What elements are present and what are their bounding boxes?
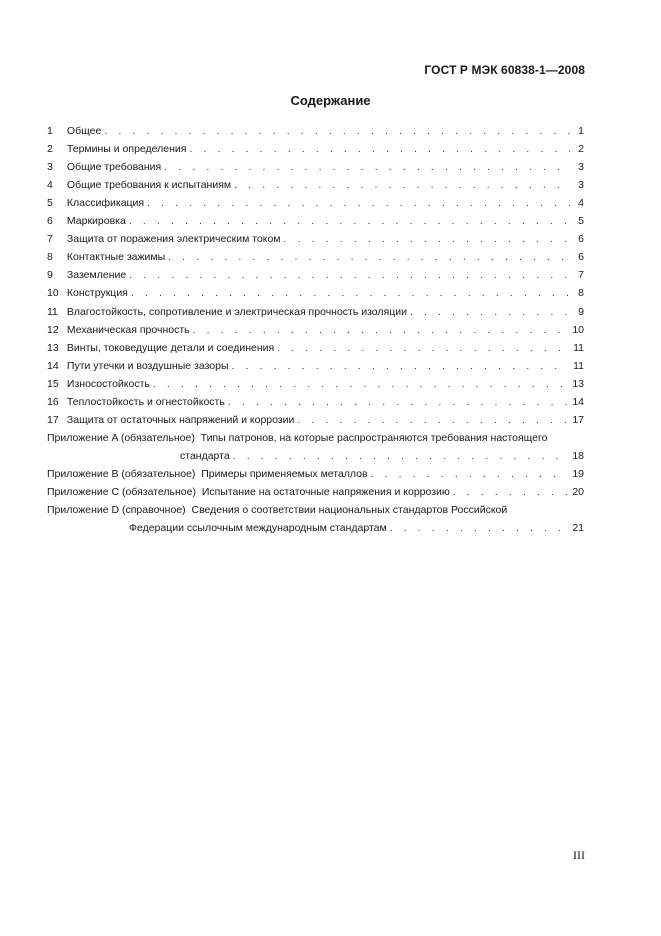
toc-entry-number: 11 xyxy=(47,305,58,318)
toc-entry[interactable] xyxy=(47,264,584,282)
toc-entry[interactable] xyxy=(47,355,584,373)
leader-dots xyxy=(104,125,570,138)
toc-entry[interactable] xyxy=(47,300,584,318)
appendix-entry-b[interactable] xyxy=(47,463,584,481)
toc-entry-page: 13 xyxy=(572,377,584,390)
appendix-entry-c[interactable] xyxy=(47,481,584,499)
toc-entry-page: 9 xyxy=(578,305,584,318)
toc-entry-page: 3 xyxy=(578,161,584,174)
toc-entry-label: Заземление xyxy=(66,269,127,282)
toc-entry-page: 20 xyxy=(572,485,584,498)
toc-entry-page: 6 xyxy=(578,251,584,264)
appendix-entry-d-continued[interactable] xyxy=(47,517,584,535)
toc-entry-number: 5 xyxy=(47,197,53,210)
toc-entry-number: 13 xyxy=(47,341,59,354)
toc-entry-number: 12 xyxy=(47,323,59,336)
toc-entry-label: Пути утечки и воздушные зазоры xyxy=(66,359,229,372)
toc-entry[interactable] xyxy=(47,337,584,355)
leader-dots xyxy=(131,287,570,300)
appendix-entry-a[interactable] xyxy=(47,427,584,445)
leader-dots xyxy=(232,360,570,373)
toc-entry-number: 6 xyxy=(47,215,53,228)
leader-dots xyxy=(164,161,570,174)
leader-dots xyxy=(297,414,568,427)
toc-entry-page: 6 xyxy=(578,233,584,246)
toc-entry-number: 9 xyxy=(47,269,53,282)
appendix-prefix: Приложение C (обязательное) xyxy=(47,485,196,498)
toc-entry-number: 14 xyxy=(47,359,59,372)
toc-entry-label: Конструкция xyxy=(66,287,128,300)
toc-entry[interactable] xyxy=(47,210,584,228)
toc-entry-page: 4 xyxy=(578,197,584,210)
toc-entry-page: 10 xyxy=(572,323,584,336)
leader-dots xyxy=(193,324,569,337)
leader-dots xyxy=(453,486,569,499)
appendix-title-line: Сведения о соответствии национальных стандартов Российской xyxy=(191,504,508,517)
toc-entry-page: 11 xyxy=(573,341,584,354)
appendix-title-line: Примеры применяемых металлов xyxy=(201,467,368,480)
toc-entry-label: Маркировка xyxy=(66,215,126,228)
leader-dots xyxy=(410,306,570,319)
toc-title: Содержание xyxy=(290,93,371,108)
toc-entry[interactable] xyxy=(47,391,584,409)
leader-dots xyxy=(168,251,570,264)
leader-dots xyxy=(147,197,570,210)
toc-entry-page: 21 xyxy=(572,522,584,535)
toc-entry-label: Механическая прочность xyxy=(66,323,190,336)
toc-entry-number: 15 xyxy=(47,377,59,390)
leader-dots xyxy=(277,342,569,355)
toc-entry-page: 11 xyxy=(573,359,584,372)
page-number: III xyxy=(573,848,585,862)
leader-dots xyxy=(233,450,569,463)
toc-entry-page: 18 xyxy=(572,449,584,462)
toc-entry-page: 8 xyxy=(578,287,584,300)
toc-entry-page: 14 xyxy=(572,395,584,408)
appendix-entry-d[interactable] xyxy=(47,499,584,517)
toc-entry-number: 2 xyxy=(47,143,53,156)
toc-entry-number: 1 xyxy=(47,125,53,138)
toc-entry-label: Защита от остаточных напряжений и коррозии xyxy=(66,413,295,426)
toc-entry-label: Защита от поражения электрическим током xyxy=(66,233,281,246)
toc-entry-number: 4 xyxy=(47,179,53,192)
leader-dots xyxy=(234,179,570,192)
toc-entry-page: 19 xyxy=(572,467,584,480)
appendix-title-line: Испытание на остаточные напряжения и коррозию xyxy=(201,485,450,498)
leader-dots xyxy=(129,269,570,282)
toc-entry-page: 2 xyxy=(578,143,584,156)
table-of-contents xyxy=(47,120,584,535)
toc-entry-page: 17 xyxy=(572,413,584,426)
appendix-title-line: стандарта xyxy=(180,449,230,462)
toc-entry-page: 5 xyxy=(578,215,584,228)
toc-entry[interactable] xyxy=(47,373,584,391)
toc-entry[interactable] xyxy=(47,319,584,337)
leader-dots xyxy=(284,233,570,246)
appendix-entry-a-continued[interactable] xyxy=(47,445,584,463)
appendix-prefix: Приложение D (справочное) xyxy=(47,504,186,517)
toc-entry-page: 1 xyxy=(578,125,584,138)
toc-entry[interactable] xyxy=(47,282,584,300)
toc-entry[interactable] xyxy=(47,228,584,246)
toc-entry-label: Влагостойкость, сопротивление и электрическая прочность изоляции xyxy=(66,305,407,318)
toc-entry-page: 7 xyxy=(578,269,584,282)
toc-entry[interactable] xyxy=(47,409,584,427)
appendix-prefix: Приложение B (обязательное) xyxy=(47,467,196,480)
toc-entry-number: 16 xyxy=(47,395,59,408)
leader-dots xyxy=(390,522,569,535)
toc-entry-label: Теплостойкость и огнестойкость xyxy=(66,395,225,408)
toc-entry[interactable] xyxy=(47,156,584,174)
toc-entry-label: Термины и определения xyxy=(66,143,187,156)
leader-dots xyxy=(189,143,570,156)
leader-dots xyxy=(371,468,569,481)
toc-entry-page: 3 xyxy=(578,179,584,192)
toc-entry-number: 3 xyxy=(47,161,53,174)
leader-dots xyxy=(153,378,568,391)
document-header: ГОСТ Р МЭК 60838-1—2008 xyxy=(424,63,585,77)
toc-entry-label: Классификация xyxy=(66,197,145,210)
toc-entry-number: 10 xyxy=(47,287,59,300)
appendix-title-line: Типы патронов, на которые распространяются требования настоящего xyxy=(200,431,548,444)
toc-entry[interactable] xyxy=(47,192,584,210)
toc-entry-number: 7 xyxy=(47,233,53,246)
toc-entry[interactable] xyxy=(47,174,584,192)
toc-entry[interactable] xyxy=(47,138,584,156)
leader-dots xyxy=(228,396,568,409)
toc-entry-number: 17 xyxy=(47,413,59,426)
toc-entry-label: Винты, токоведущие детали и соединения xyxy=(66,341,275,354)
leader-dots xyxy=(129,215,570,228)
appendix-prefix: Приложение A (обязательное) xyxy=(47,431,195,444)
toc-entry-label: Общие требования к испытаниям xyxy=(66,179,232,192)
toc-entry-label: Общие требования xyxy=(66,161,162,174)
appendix-title-line: Федерации ссылочным международным стандартам xyxy=(129,522,387,535)
toc-entry-label: Контактные зажимы xyxy=(66,251,166,264)
toc-entry-label: Износостойкость xyxy=(66,377,150,390)
toc-entry[interactable] xyxy=(47,120,584,138)
toc-entry-number: 8 xyxy=(47,251,53,264)
toc-entry-label: Общее xyxy=(66,125,102,138)
toc-entry[interactable] xyxy=(47,246,584,264)
